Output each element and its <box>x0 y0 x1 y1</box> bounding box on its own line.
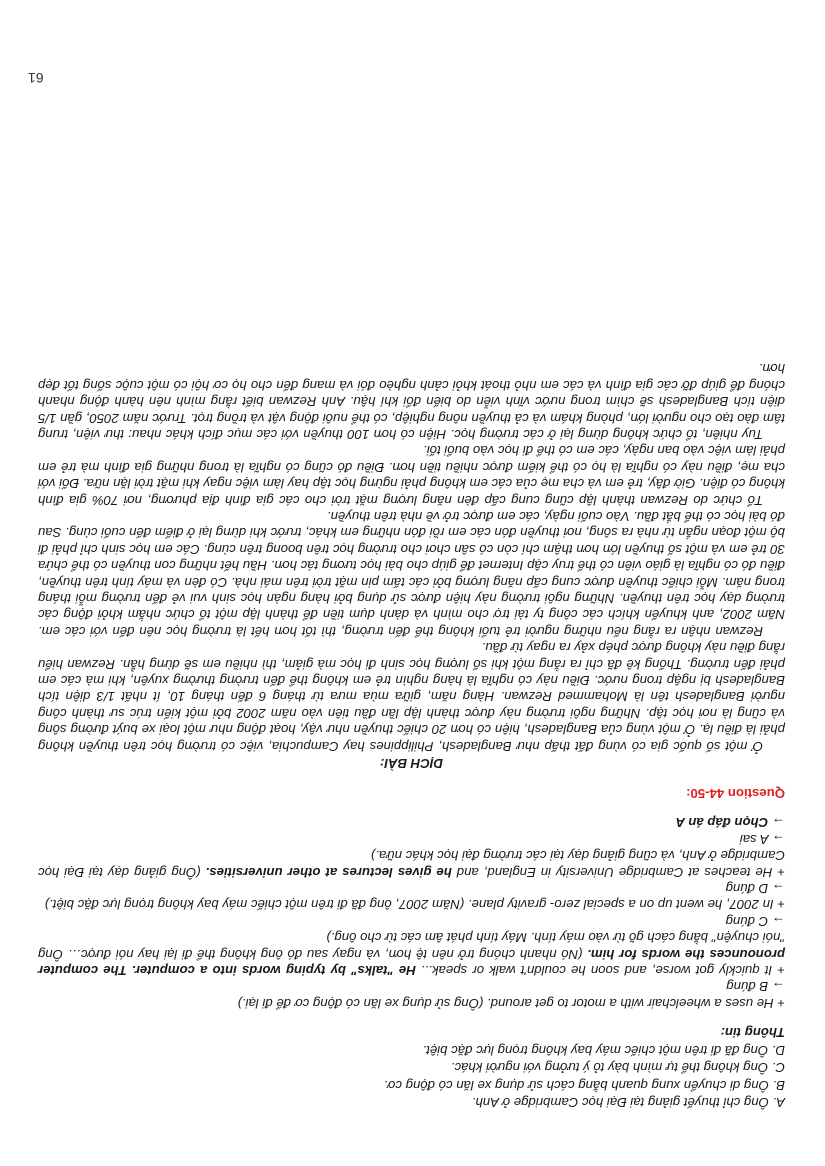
verdict: → B đúng <box>726 979 785 995</box>
evidence-b: + He uses a wheelchair with a motor to get around. (Ông sử dụng xe lăn có động cơ để đi lại.) <box>237 995 785 1011</box>
verdict: → D đúng <box>725 880 785 896</box>
evidence-a: + He teaches at Cambridge University in England, and he gives lectures at other universities. (Ông giảng dạy tại Đại học Cambridge ở Anh, và cũng giảng dạy tại các trường đại học khác nữa.) <box>38 848 785 880</box>
evidence-en: In 2007, he went up on a special zero- gravity plane. <box>467 897 774 913</box>
paragraph: Rezwan nhận ra rằng nếu những người trẻ tuổi không thể đến trường, thì tốt hơn hết là trường học nên đến với các em. Năm 2002, anh khuyến khích các công ty tài trợ cho mình và dành dụm tiền để thành lập một tổ chức nhằm khởi động các trường dạy học trên thuyền. Những ngôi trường này hiện được sử dụng bởi hàng ngàn học sinh vui vẻ đến trường mỗi tháng trong năm. Mỗi chiếc thuyền được cung cấp năng lượng bởi các tấm pin mặt trời trên mái nhà. Có đèn và máy tính trên thuyền, điều đó có nghĩa là giáo viên có thể truy cập Internet để giúp cho bài học tương tác hơn. Hầu hết những con thuyền có thể chứa 30 trẻ em và một số thuyền lớn hơn thậm chí còn có sân chơi cho trường học trên boong trên cùng. Các em học sinh chỉ phải đi bộ một đoạn ngắn từ nhà ra sông, nơi thuyền đón các em rồi đón những em khác, trước khi dừng lại ở điểm đến cuối cùng. Sau đó bài học có thể bắt đầu. Vào cuối ngày, các em được trở về nhà trên thuyền. <box>38 509 785 639</box>
evidence-vi: (Ông giảng dạy tại Đại học Cambridge ở Anh, và cũng giảng dạy tại các trường đại học khác nữa.) <box>38 848 785 880</box>
option-b: B. Ông di chuyển xung quanh bằng cách sử dụng xe lăn có động cơ. <box>383 1077 785 1093</box>
paragraph: Tuy nhiên, tổ chức không dừng lại ở các trường học. Hiện có hơn 100 thuyền với các mục đích khác nhau: thư viện, trung tâm đào tạo cho người lớn, phòng khám và cả thuyền nông nghiệp, có thể nuôi động vật và trồng trọt. Trước năm 2050, gần 1/5 diện tích Bangladesh sẽ chìm trong nước vĩnh viễn do biến đổi khí hậu. Anh Rezwan biết rằng mình nên hành động nhanh chóng để giúp đỡ các gia đình và các em nhỏ thoát khỏi cảnh nghèo đói và mang đến cho họ cơ hội có một cuộc sống tốt đẹp hơn. <box>38 361 785 442</box>
evidence-vi: (Ông sử dụng xe lăn có động cơ để đi lại.) <box>237 995 487 1011</box>
option-d: D. Ông đã đi trên một chiếc máy bay không trọng lực đặc biệt. <box>422 1042 785 1058</box>
evidence-vi: (Năm 2007, ông đã đi trên một chiếc máy bay không trọng lực đặc biệt.) <box>44 897 468 913</box>
evidence-en-highlight: He "talks" by typing words into a computer. The computer pronounces the words for him. <box>38 946 785 978</box>
evidence-d: + In 2007, he went up on a special zero- gravity plane. (Năm 2007, ông đã đi trên một chiếc máy bay không trọng lực đặc biệt.) <box>44 897 785 913</box>
option-a: A. Ông chỉ thuyết giảng tại Đại học Cambridge ở Anh. <box>471 1095 785 1110</box>
translation-body <box>38 360 785 754</box>
evidence-list <box>38 830 785 1010</box>
page-number: 61 <box>28 70 44 86</box>
question-label: Question 44-50: <box>686 785 785 801</box>
final-answer: → Chọn đáp án A <box>675 815 785 831</box>
answer-options <box>38 1041 785 1110</box>
evidence-en: It quickly got worse, and soon he couldn't walk or speak... <box>415 962 773 978</box>
paragraph: Ở một số quốc gia có vùng đất thấp như Bangladesh, Philippines hay Campuchia, việc có trường học trên thuyền không phải là điều lạ. Ở một vùng của Bangladesh, hiện có hơn 20 chiếc thuyền như vậy, hoạt động như một loại xe buýt đường sông và cũng là nơi học tập. Những ngôi trường này được thành lập lần đầu tiên vào năm 2002 bởi một kiến trúc sư thành công người Bangladesh tên là Mohammed Rezwan. Hàng năm, giữa mùa mưa từ tháng 6 đến tháng 10, ít nhất 1/3 diện tích Bangladesh bị ngập trong nước. Điều này có nghĩa là hàng nghìn trẻ em không thể đến trường thường xuyên, khi mà các em phải đến trường. Thống kê đã chỉ ra rằng một khi số lượng học sinh đi học mà giảm, thì nhiều em sẽ dừng hẳn. Rezwan hiểu rằng điều này không được phép xảy ra ngay từ đầu. <box>38 640 785 754</box>
evidence-vi: (Nó nhanh chóng trở nên tệ hơn, và ngay sau đó ông không thể đi lại hay nói được… Ông "nói chuyện" bằng cách gõ từ vào máy tính. Máy tính phát âm các từ cho ông.) <box>38 930 785 962</box>
info-heading: Thông tin: <box>720 1025 785 1041</box>
paragraph: Tổ chức do Rezwan thành lập cũng cung cấp đèn năng lượng mặt trời cho các gia đình địa phương, nơi 70% gia đình không có điện. Giờ đây, trẻ em và cha mẹ của các em không phải ngừng học tập hay làm việc ngay khi mặt trời lặn nữa. Đối với cha mẹ, điều này có nghĩa là họ có thể kiếm được nhiều tiền hơn. Điều đó cũng có nghĩa là trong những gia đình mà trẻ em phải làm việc vào ban ngày, các em có thể đi học vào buổi tối. <box>38 443 785 508</box>
evidence-en-highlight: he gives lectures at other universities. <box>205 864 452 880</box>
verdict: → C đúng <box>725 913 785 929</box>
option-c: C. Ông không thể tự mình bày tỏ ý tưởng với người khác. <box>450 1060 785 1076</box>
evidence-en: He uses a wheelchair with a motor to get around. <box>487 995 774 1011</box>
evidence-c: + It quickly got worse, and soon he couldn't walk or speak... He "talks" by typing words into a computer. The computer pronounces the words for him. (Nó nhanh chóng trở nên tệ hơn, và ngay sau đó ông không thể đi lại hay nói được… Ông "nói chuyện" bằng cách gõ từ vào máy tính. Máy tính phát âm các từ cho ông.) <box>38 930 785 978</box>
evidence-en: He teaches at Cambridge University in England, and <box>451 864 773 880</box>
verdict: → A sai <box>739 831 785 847</box>
translation-heading: DỊCH BÀI: <box>380 756 444 772</box>
